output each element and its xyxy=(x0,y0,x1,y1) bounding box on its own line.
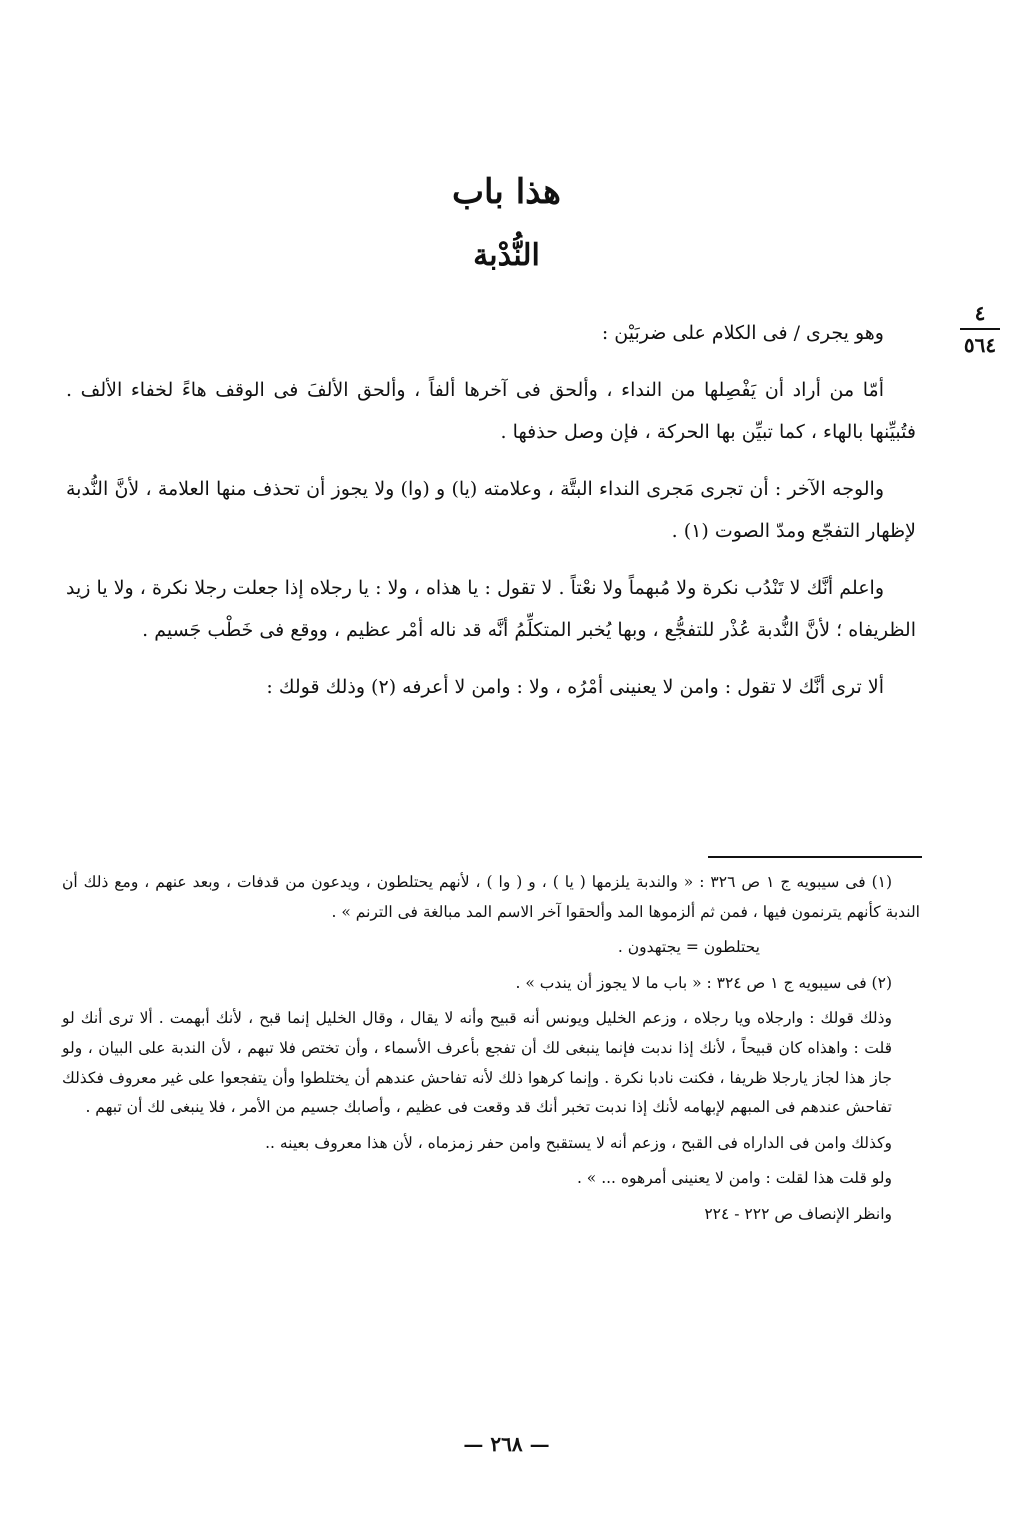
footnote-2-quote-a: وذلك قولك : وارجلاه ويا رجلاه ، وزعم الخليل ويونس أنه قبيح وأنه لا يقال ، وقال الخليل إنما قبح ، لأنك أبهمت . ألا ترى أنك لو قلت : واهذاه كان قبيحاً ، لأنك إذا ندبت فإنما ينبغى لك أن تفجع بأعرف الأسماء ، وأن تختص فلا تبهم ، لأن الندبة على البيان ، ولو جاز هذا لجاز يارجلا ظريفا ، فكنت نادبا نكرة . وإنما كرهوا ذلك لأنه تفاحش عندهم أن يختلطوا وأن يتفجعوا على غير معروف فكذلك تفاحش عندهم فى المبهم لإبهامه لأنك إذا ندبت تخبر أنك قد وقعت فى عظيم ، وأصابك جسيم من الأمر ، فلا ينبغى لك أن تبهم . xyxy=(62,1009,892,1117)
footnote-1: (١) فى سيبويه ج ١ ص ٣٢٦ : « والندبة يلزمها ( يا ) ، و ( وا ) ، لأنهم يحتلطون ، ويدعون من قدفات ، وبعد عنهم ، ومع ذلك أن الندبة كأنهم يترنمون فيها ، فمن ثم ألزموها المد وألحقوا آخر الاسم المد مبالغة فى الترنم » . xyxy=(62,873,920,921)
footnote-2-quote-b: وكذلك وامن فى الداراه فى القبح ، وزعم أنه لا يستقبح وامن حفر زمزماه ، لأن هذا معروف بعينه .. xyxy=(265,1133,892,1152)
chapter-subtitle: النُّدْبة xyxy=(473,238,540,273)
margin-reference-bottom: ٥٦٤ xyxy=(963,333,997,357)
paragraph-4: واعلم أنَّك لا تَنْدُب نكرة ولا مُبهماً ولا نعْتاً . لا تقول : يا هذاه ، ولا : يا رجلاه إذا جعلت رجلا نكرة ، ولا يا زيد الظريفاه ؛ لأنَّ النُّدبة عُذْر للتفجُّع ، وبها يُخبر المتكلِّمُ أنَّه قد ناله أمْر عظيم ، ووقع فى خَطْب جَسيم . xyxy=(66,576,916,641)
chapter-title: هذا باب xyxy=(452,172,561,212)
paragraph-2: أمّا من أراد أن يَفْصِلها من النداء ، وألحق فى آخرها ألفاً ، وألحق الألفَ فى الوقف هاءً لخفاء الألف . فتُبيِّنها بالهاء ، كما تبيِّن بها الحركة ، فإن وصل حذفها . xyxy=(66,378,916,443)
footnote-2-quote-c: ولو قلت هذا لقلت : وامن لا يعنينى أمرهوه ... » . xyxy=(576,1169,892,1188)
footnote-2-reference: وانظر الإنصاف ص ٢٢٢ - ٢٢٤ xyxy=(704,1204,892,1223)
page-number: — ٢٦٨ — xyxy=(463,1432,550,1456)
paragraph-1: وهو يجرى / فى الكلام على ضربَيْن : xyxy=(601,322,884,344)
footnotes xyxy=(62,868,920,1236)
main-text xyxy=(66,312,916,722)
footnote-1-note: يحتلطون = يجتهدون . xyxy=(617,938,760,957)
paragraph-3: والوجه الآخر : أن تجرى مَجرى النداء البتَّة ، وعلامته (يا) و (وا) ولا يجوز أن تحذف منها العلامة ، لأنَّ النُّدبة لإظهار التفجّع ومدّ الصوت (١) . xyxy=(66,477,916,542)
margin-reference xyxy=(958,300,1002,358)
footnote-2: (٢) فى سيبويه ج ١ ص ٣٢٤ : « باب ما لا يجوز أن يندب » . xyxy=(515,973,892,992)
margin-reference-top: ٤ xyxy=(974,301,986,325)
footnote-separator xyxy=(708,856,922,858)
paragraph-5: ألا ترى أنَّك لا تقول : وامن لا يعنينى أمْرُه ، ولا : وامن لا أعرفه (٢) وذلك قولك : xyxy=(266,675,884,698)
margin-reference-rule xyxy=(960,328,1000,330)
